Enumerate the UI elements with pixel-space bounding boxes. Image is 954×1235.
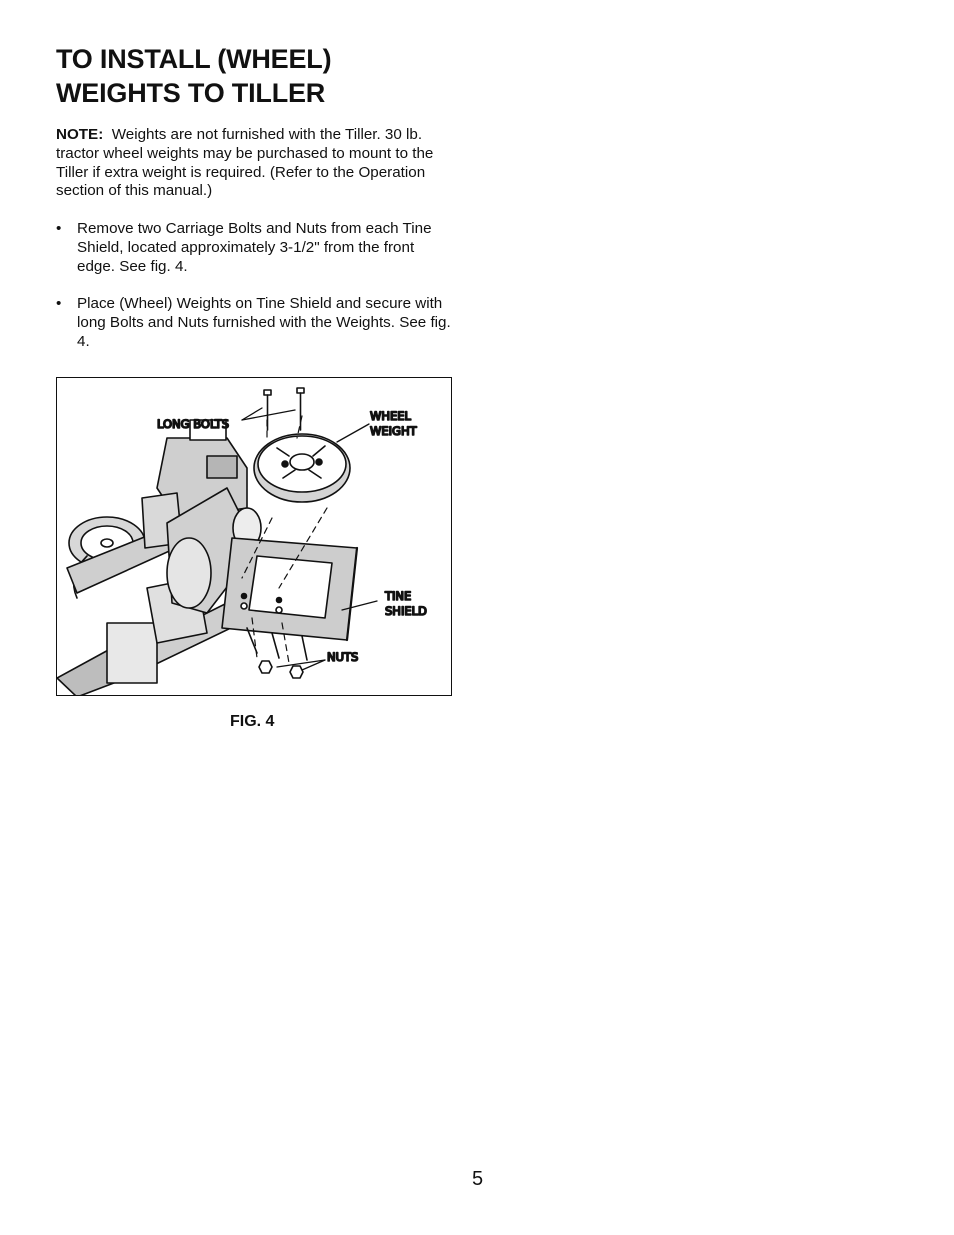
tiller-line-drawing [57, 378, 452, 696]
long-bolts-drawing [264, 388, 304, 430]
wheel-weight-drawing [254, 434, 350, 502]
instruction-item [56, 295, 456, 351]
instruction-list [56, 220, 456, 370]
tine-shield-drawing [222, 538, 357, 660]
title-line-2: WEIGHTS TO TILLER [56, 78, 326, 108]
bullet-marker: • [56, 295, 62, 313]
label-nuts: NUTS [327, 650, 359, 664]
bullet-marker: • [56, 220, 62, 237]
instruction-item [56, 220, 456, 276]
title-line-1: TO INSTALL (WHEEL) [56, 44, 332, 74]
page-title [56, 42, 476, 110]
label-tine: TINE [385, 589, 412, 603]
label-long-bolts: LONG BOLTS [157, 417, 230, 431]
note-label: NOTE: [56, 126, 104, 143]
instruction-text: Remove two Carriage Bolts and Nuts from each Tine Shield, located approximately 3-1/2" from the front edge. See fig. 4. [77, 220, 432, 275]
figure-tiller-illustration [56, 377, 452, 696]
figure-caption: FIG. 4 [230, 713, 275, 730]
page-number: 5 [472, 1168, 484, 1190]
note-text: Weights are not furnished with the Tiller. 30 lb. tractor wheel weights may be purchased to mount to the Tiller if extra weight is required. (Refer to the Operation section of this manual.) [56, 126, 434, 200]
instruction-text: Place (Wheel) Weights on Tine Shield and secure with long Bolts and Nuts furnished with the Weights. See fig. 4. [77, 295, 451, 350]
label-shield: SHIELD [385, 604, 427, 618]
label-wheel: WHEEL [370, 409, 411, 423]
label-weight: WEIGHT [370, 424, 417, 438]
note-paragraph [56, 126, 456, 201]
